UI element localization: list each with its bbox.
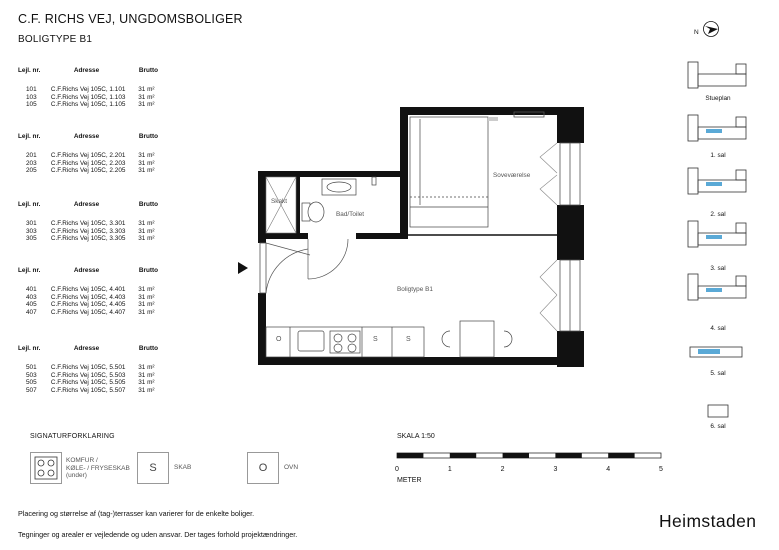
unit-gross-area: 31 m² — [138, 167, 155, 174]
scale-tick-label: 4 — [606, 466, 611, 473]
legend-title: SIGNATURFORKLARING — [30, 433, 115, 440]
unit-table — [18, 67, 168, 109]
unit-gross-area: 31 m² — [138, 101, 155, 108]
north-label: N — [694, 29, 699, 36]
table-header — [18, 67, 168, 77]
unit-number: 205 — [26, 167, 37, 174]
unit-address: C.F.Richs Vej 105C, 2.203 — [50, 159, 126, 167]
kitchen-mark-cabinet-2: S — [406, 336, 411, 343]
column-header-gross: Brutto — [138, 267, 159, 274]
scale-title: SKALA 1:50 — [397, 433, 435, 440]
unit-address: C.F.Richs Vej 105C, 1.103 — [50, 93, 126, 101]
unit-gross-area: 31 m² — [138, 93, 155, 101]
scale-tick-label: 2 — [500, 466, 505, 473]
page-subtitle: BOLIGTYPE B1 — [18, 34, 93, 45]
table-row — [18, 379, 168, 387]
unit-address: C.F.Richs Vej 105C, 4.405 — [50, 301, 126, 308]
table-header — [18, 345, 168, 355]
floor-label: Stueplan — [705, 95, 731, 102]
table-row — [18, 301, 168, 309]
column-header-gross: Brutto — [138, 133, 159, 140]
unit-number: 203 — [26, 159, 37, 167]
table-row — [18, 160, 168, 168]
unit-address: C.F.Richs Vej 105C, 5.507 — [50, 386, 126, 394]
unit-number: 407 — [26, 308, 37, 316]
unit-gross-area: 31 m² — [138, 220, 155, 227]
table-row — [18, 152, 168, 160]
dining-table — [442, 321, 512, 357]
table-row — [18, 387, 168, 395]
oven-symbol: O — [247, 452, 279, 484]
floor-label: 2. sal — [710, 211, 726, 218]
table-row — [18, 94, 168, 102]
entry-door — [266, 243, 310, 293]
footer-note-2: Tegninger og arealer er vejledende og uden ansvar. Der tages forhold projektændringer. — [18, 530, 298, 539]
table-row — [18, 309, 168, 317]
unit-number: 403 — [26, 293, 37, 301]
unit-gross-area: 31 m² — [138, 364, 155, 371]
unit-gross-area: 31 m² — [138, 301, 155, 308]
kitchen-mark-cabinet: S — [373, 336, 378, 343]
unit-table — [18, 345, 168, 394]
column-header-unit: Lejl. nr. — [18, 267, 41, 274]
floor-thumbnail — [684, 166, 750, 196]
unit-address: C.F.Richs Vej 105C, 3.303 — [50, 227, 126, 235]
room-label-bath: Bad/Toilet — [336, 211, 365, 218]
unit-number: 101 — [26, 86, 37, 93]
unit-gross-area: 31 m² — [138, 386, 155, 394]
unit-gross-area: 31 m² — [138, 293, 155, 301]
table-row — [18, 294, 168, 302]
unit-address: C.F.Richs Vej 105C, 4.401 — [50, 286, 126, 293]
column-header-unit: Lejl. nr. — [18, 345, 41, 352]
bed — [410, 117, 488, 227]
page-title: C.F. RICHS VEJ, UNGDOMSBOLIGER — [18, 12, 243, 26]
floor-label: 3. sal — [710, 265, 726, 272]
unit-number: 103 — [26, 93, 37, 101]
scale-tick-label: 1 — [447, 466, 452, 473]
room-label-main: Boligtype B1 — [397, 286, 433, 293]
unit-table — [18, 201, 168, 243]
unit-gross-area: 31 m² — [138, 159, 155, 167]
table-row — [18, 364, 168, 372]
unit-number: 303 — [26, 227, 37, 235]
table-header — [18, 133, 168, 143]
scale-tick-label: 3 — [553, 466, 558, 473]
floor-label: 1. sal — [710, 152, 726, 159]
scale-tick-label: 0 — [395, 466, 399, 473]
footer-note-1: Placering og størrelse af (tag-)terrasser kan varierer for de enkelte boliger. — [18, 509, 255, 518]
room-label-shaft: Skakt — [271, 198, 287, 205]
unit-number: 405 — [26, 301, 37, 308]
legend-stove-label: KOMFUR / KØLE- / FRYSESKAB (under) — [66, 457, 130, 479]
table-row — [18, 372, 168, 380]
unit-address: C.F.Richs Vej 105C, 1.105 — [50, 101, 126, 108]
column-header-gross: Brutto — [138, 201, 159, 208]
unit-number: 505 — [26, 379, 37, 386]
unit-address: C.F.Richs Vej 105C, 3.301 — [50, 220, 126, 227]
column-header-unit: Lejl. nr. — [18, 67, 41, 74]
floor-label: 4. sal — [710, 325, 726, 332]
unit-number: 301 — [26, 220, 37, 227]
brand-logo: Heimstaden — [659, 511, 757, 531]
column-header-address: Adresse — [73, 67, 100, 74]
column-header-unit: Lejl. nr. — [18, 201, 41, 208]
table-row — [18, 167, 168, 175]
compass-icon — [702, 20, 720, 38]
unit-table — [18, 133, 168, 175]
unit-address: C.F.Richs Vej 105C, 2.201 — [50, 152, 126, 159]
unit-number: 201 — [26, 152, 37, 159]
column-header-address: Adresse — [73, 201, 100, 208]
unit-table — [18, 267, 168, 316]
unit-gross-area: 31 m² — [138, 379, 155, 386]
floor-thumbnail — [684, 60, 750, 90]
kitchen-counter — [266, 327, 424, 357]
table-row — [18, 86, 168, 94]
legend-cabinet-label: SKAB — [174, 464, 192, 471]
unit-number: 503 — [26, 371, 37, 379]
table-row — [18, 228, 168, 236]
unit-address: C.F.Richs Vej 105C, 4.407 — [50, 308, 126, 316]
unit-gross-area: 31 m² — [138, 308, 155, 316]
unit-address: C.F.Richs Vej 105C, 2.205 — [50, 167, 126, 174]
column-header-gross: Brutto — [138, 67, 159, 74]
unit-gross-area: 31 m² — [138, 235, 155, 242]
unit-number: 305 — [26, 235, 37, 242]
unit-number: 105 — [26, 101, 37, 108]
column-header-address: Adresse — [73, 133, 100, 140]
table-row — [18, 235, 168, 243]
unit-address: C.F.Richs Vej 105C, 5.501 — [50, 364, 126, 371]
floor-label: 5. sal — [710, 370, 726, 377]
floor-thumbnail — [684, 113, 750, 143]
column-header-address: Adresse — [73, 345, 100, 352]
unit-gross-area: 31 m² — [138, 86, 155, 93]
legend-oven-label: OVN — [284, 464, 299, 471]
unit-gross-area: 31 m² — [138, 227, 155, 235]
room-label-bedroom: Soveværelse — [493, 172, 531, 179]
floor-thumbnail — [684, 272, 750, 302]
unit-address: C.F.Richs Vej 105C, 5.505 — [50, 379, 126, 386]
column-header-address: Adresse — [73, 267, 100, 274]
column-header-unit: Lejl. nr. — [18, 133, 41, 140]
scale-unit: METER — [397, 477, 422, 484]
table-header — [18, 267, 168, 277]
unit-address: C.F.Richs Vej 105C, 1.101 — [50, 86, 126, 93]
unit-address: C.F.Richs Vej 105C, 5.503 — [50, 371, 126, 379]
stove-symbol — [30, 452, 62, 484]
scale-bar — [395, 447, 665, 465]
unit-gross-area: 31 m² — [138, 286, 155, 293]
table-row — [18, 220, 168, 228]
kitchen-mark-oven: O — [276, 336, 282, 343]
unit-gross-area: 31 m² — [138, 371, 155, 379]
unit-gross-area: 31 m² — [138, 152, 155, 159]
column-header-gross: Brutto — [138, 345, 159, 352]
entry-arrow — [238, 262, 248, 274]
unit-address: C.F.Richs Vej 105C, 3.305 — [50, 235, 126, 242]
floor-plan — [230, 95, 610, 375]
table-row — [18, 101, 168, 109]
shaft-symbol — [266, 177, 296, 233]
table-header — [18, 201, 168, 211]
unit-number: 501 — [26, 364, 37, 371]
unit-number: 401 — [26, 286, 37, 293]
scale-tick-label: 5 — [659, 466, 663, 473]
unit-number: 507 — [26, 386, 37, 394]
floor-label: 6. sal — [710, 423, 726, 430]
unit-address: C.F.Richs Vej 105C, 4.403 — [50, 293, 126, 301]
cabinet-symbol: S — [137, 452, 169, 484]
table-row — [18, 286, 168, 294]
stove-icon — [31, 453, 61, 483]
floor-thumbnail — [684, 219, 750, 249]
